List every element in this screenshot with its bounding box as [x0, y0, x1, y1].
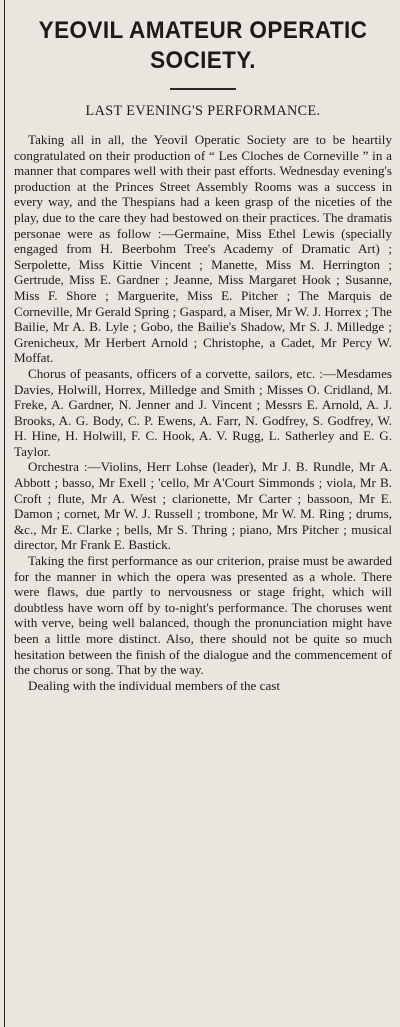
- headline: [25, 16, 380, 76]
- paragraph-chorus: Chorus of peasants, officers of a corvette, sailors, etc. :—Mesdames Davies, Holwill, Horrex, Milledge and Smith ; Misses O. Cridland, M. Freke, A. Gardner, N. Jenner and J. Vincent ; Messrs E. Arnold, A. J. Brooks, A. G. Body, C. P. Ewens, A. Farr, N. Godfrey, S. Godfrey, W. H. Hine, H. Holwill, F. C. Hook, A. V. Rugg, L. Satherley and E. G. Taylor.: [14, 365, 392, 459]
- subheading: LAST EVENING'S PERFORMANCE.: [85, 103, 321, 119]
- paragraph-orchestra: Orchestra :—Violins, Herr Lohse (leader), Mr J. B. Rundle, Mr A. Abbott ; basso, Mr Exell ; 'cello, Mr A'Court Simmonds ; viola, Mr B. Croft ; flute, Mr A. West ; clarionette, Mr Carter ; bassoon, Mr E. Damon ; cornet, Mr W. J. Russell ; trombone, Mr W. M. Ring ; drums, &c., Mr E. Clarke ; bells, Mr S. Thring ; piano, Mrs Pitcher ; musical director, Mr Frank E. Bastick.: [14, 459, 392, 553]
- headline-divider: [170, 88, 236, 90]
- paragraph-cast: Taking all in all, the Yeovil Operatic Society are to be heartily congratulated on their production of “ Les Cloches de Corneville ” in a manner that compares well with their past efforts. Wednesday evening's production at the Princes Street Assembly Rooms was a success in every way, and the Thespians had a keen grasp of the niceties of the play, due to the care they had bestowed on their practices. The dramatis personae were as follow :—Germaine, Miss Ethel Lewis (specially engaged from H. Beerbohm Tree's Academy of Dramatic Art) ; Serpolette, Miss Kittie Vincent ; Manette, Miss M. Herrington ; Gertrude, Miss E. Gardner ; Jeanne, Miss Margaret Hook ; Susanne, Miss F. Shore ; Marguerite, Miss E. Pitcher ; The Marquis de Corneville, Mr Gerald Spring ; Gaspard, a Miser, Mr W. J. Horrex ; The Bailie, Mr A. B. Lyle ; Gobo, the Bailie's Shadow, Mr S. J. Milledge ; Grenicheux, Mr Herbert Arnold ; Christophe, a Cadet, Mr Percy W. Moffat.: [14, 132, 392, 366]
- headline-line-2: SOCIETY.: [150, 47, 256, 74]
- column-rule: [4, 0, 5, 1027]
- article-body: [14, 132, 392, 693]
- paragraph-continued: Dealing with the individual members of the cast: [28, 677, 280, 693]
- headline-line-1: YEOVIL AMATEUR OPERATIC: [38, 17, 368, 44]
- paragraph-review: Taking the first performance as our criterion, praise must be awarded for the manner in which the opera was presented as a whole. There were flaws, due partly to nervousness or stage fright, which will doubtless have worn off by to-night's performance. The choruses went with verve, being well balanced, though the pronunciation might have been a little more distinct. Also, there should not be quite so much hesitation between the finish of the dialogue and the commencement of the chorus or song. That by the way.: [14, 553, 392, 678]
